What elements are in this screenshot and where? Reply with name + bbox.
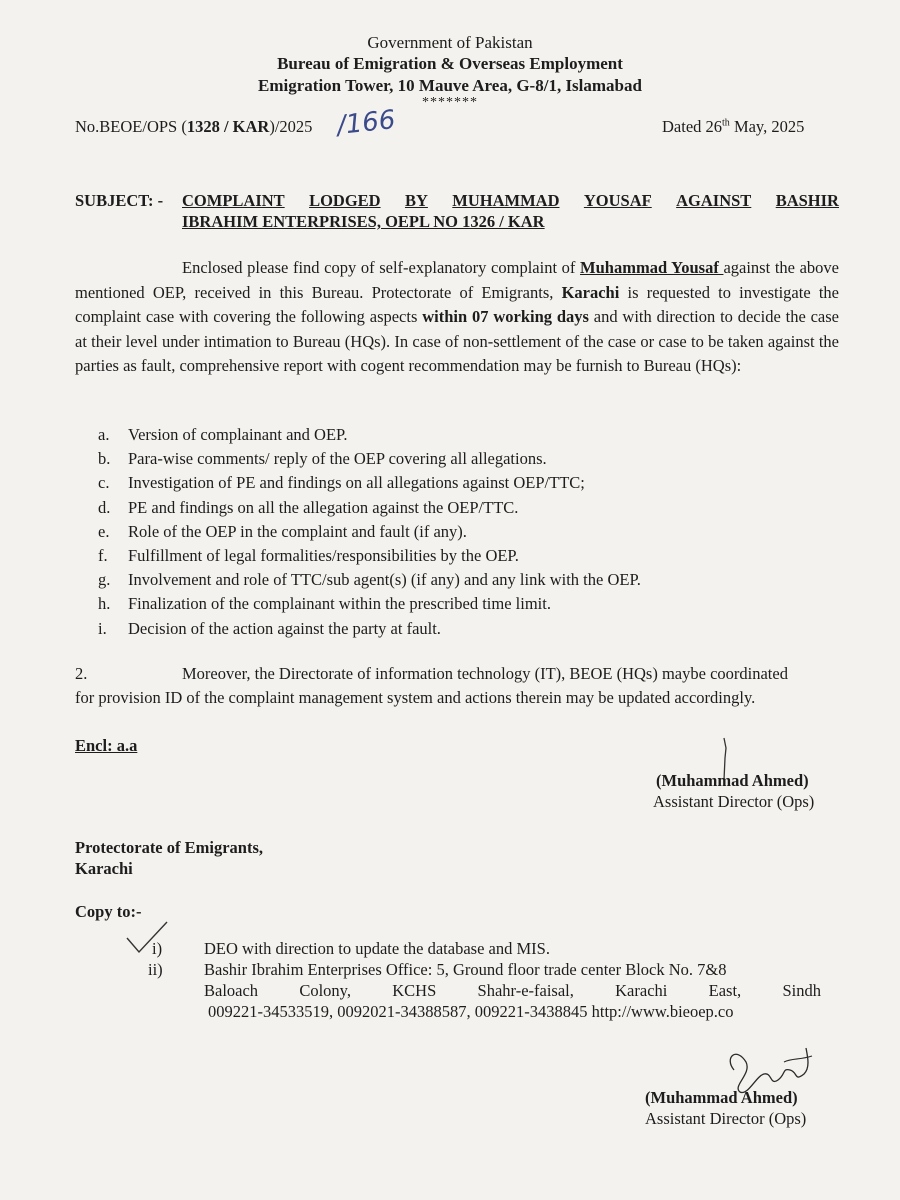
list-item: a. Version of complainant and OEP. [98,425,348,444]
header-bureau: Bureau of Emigration & Overseas Employment [277,54,623,73]
subject-line2: IBRAHIM ENTERPRISES, OEPL NO 1326 / KAR [182,212,545,231]
copy-item-2-line3: 009221-34533519, 0092021-34388587, 009221-3438845 http://www.bieoep.co [208,1002,734,1021]
copy-to-label: Copy to:- [75,902,142,921]
aspects-list [98,423,641,641]
paragraph-2-line2: for provision ID of the complaint management system and actions therein may be updated accordingly. [75,688,756,707]
enclosure: Encl: a.a [75,736,138,755]
handwritten-number: /166 [335,105,397,141]
header-government: Government of Pakistan [367,33,533,52]
paragraph-2-line1: Moreover, the Directorate of information technology (IT), BEOE (HQs) maybe coordinated [182,664,788,683]
list-item: f. Fulfillment of legal formalities/responsibilities by the OEP. [98,545,519,565]
city-name: Karachi [561,282,620,302]
recipient-line2: Karachi [75,859,133,878]
list-item: c. Investigation of PE and findings on all allegations against OEP/TTC; [98,473,585,493]
list-item: g. Involvement and role of TTC/sub agent(s) (if any) and any link with the OEP. [98,570,641,590]
ref-bold: 1328 / KAR [186,117,270,136]
list-item: h. Finalization of the complainant within the prescribed time limit. [98,594,551,614]
list-item: d. PE and findings on all the allegation against the OEP/TTC. [98,497,519,517]
recipient-line1: Protectorate of Emigrants, [75,838,264,857]
checkmark-icon [125,920,170,955]
deadline: within 07 working days [422,307,589,326]
copy-item-1-text: DEO with direction to update the database and MIS. [204,939,550,958]
copy-item-2-line2: Baloach Colony, KCHS Shahr-e-faisal, Karachi East, Sindh [204,981,821,1000]
signatory-name-2: (Muhammad Ahmed) [645,1088,798,1107]
copy-item-2-marker: ii) [148,960,163,979]
subject-line1-text: COMPLAINT LODGED BY MUHAMMAD YOUSAF AGAINST BASHIR [182,191,839,210]
header-address: Emigration Tower, 10 Mauve Area, G-8/1, Islamabad [258,76,642,95]
signatory-title-2: Assistant Director (Ops) [645,1109,807,1128]
subject-label: SUBJECT: - [75,191,164,210]
signatory-name-1: (Muhammad Ahmed) [656,771,809,790]
date-line: Dated 26th May, 2025 [662,117,805,136]
list-item: e. Role of the OEP in the complaint and fault (if any). [98,521,467,541]
reference-number [75,117,312,137]
subject-line1 [182,191,839,211]
copy-item-1-marker: i) [152,939,163,958]
paragraph-1: Enclosed please find copy of self-explanatory complaint of Muhammad Yousaf against the above mentioned OEP, received in this Bureau. Protectorate of Emigrants, Karachi is requested to investigate the complaint case with covering the following aspects within 07 working days and with direction to decide the case at their level under intimation to Bureau (HQs). In case of non-settlement of the case or case to be taken against the parties as fault, comprehensive report with cogent recommendation may be furnish to Bureau (HQs): [75,258,839,375]
signatory-title-1: Assistant Director (Ops) [653,792,815,811]
paragraph-2-number: 2. [75,664,88,683]
header-stars: ******* [422,95,478,110]
complainant-name: Muhammad Yousaf [580,258,724,277]
list-item: b. Para-wise comments/ reply of the OEP covering all allegations. [98,449,547,469]
ref-suffix: )/2025 [269,117,313,136]
copy-item-2-line1: Bashir Ibrahim Enterprises Office: 5, Ground floor trade center Block No. 7&8 [204,960,727,979]
list-item: i. Decision of the action against the party at fault. [98,618,441,638]
ref-prefix: No.BEOE/OPS ( [75,117,187,136]
